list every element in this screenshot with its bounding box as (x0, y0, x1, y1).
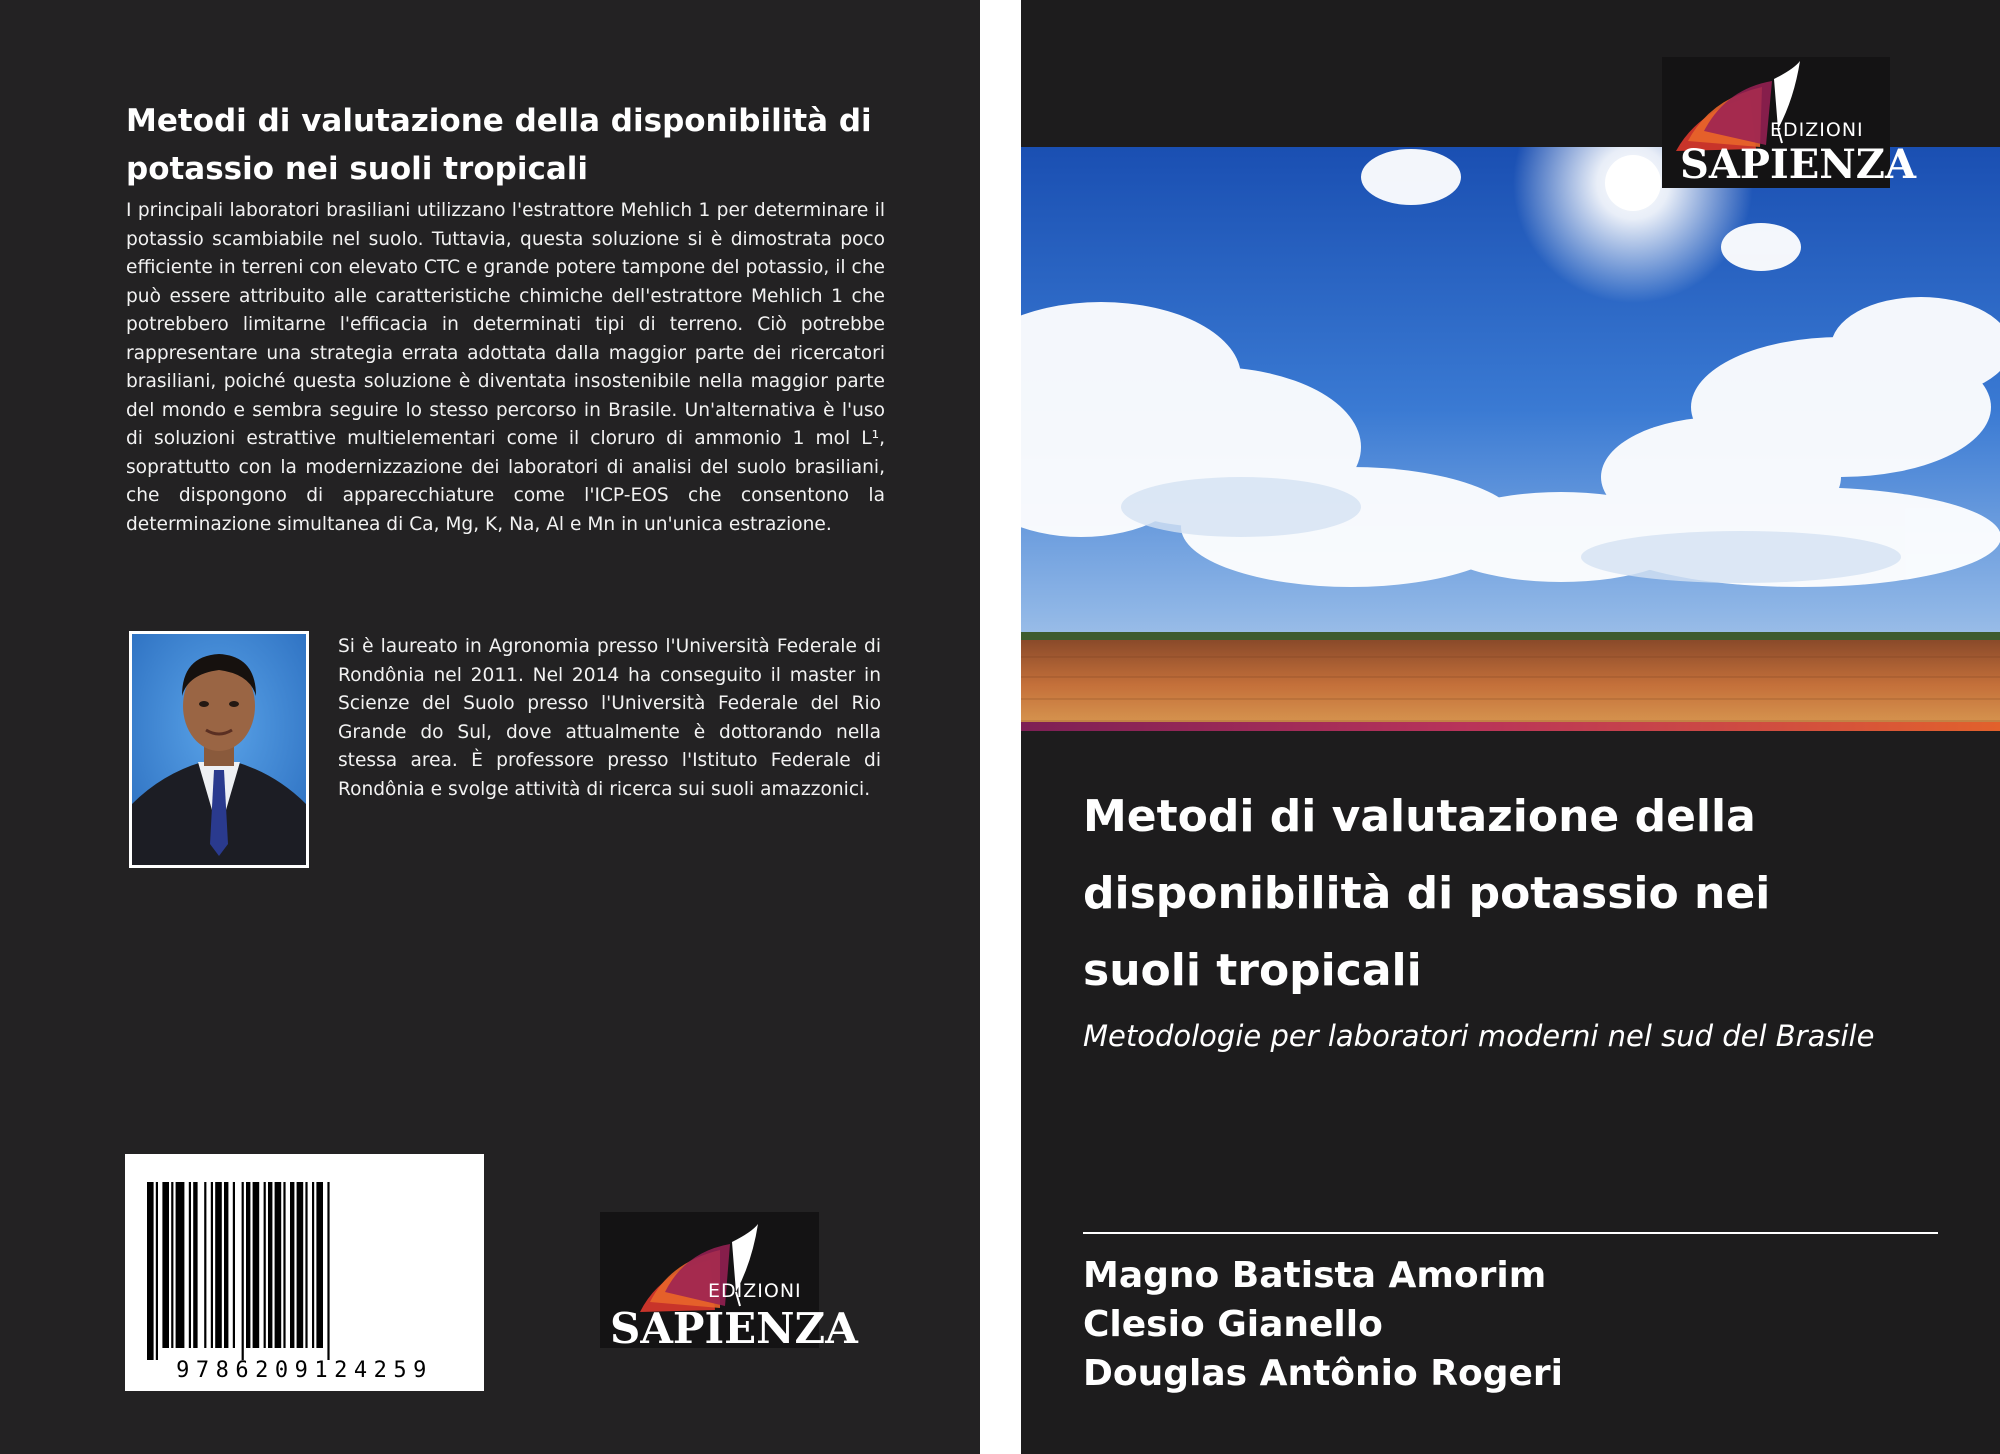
sky-field-illustration (1021, 147, 2000, 730)
barcode-bar (327, 1182, 329, 1360)
logo-name-text: SAPIENZA (610, 1304, 858, 1353)
barcode-bar (233, 1182, 235, 1348)
barcode-bar (162, 1182, 169, 1348)
barcode-bar (275, 1182, 282, 1348)
barcode-bar (189, 1182, 191, 1348)
title-line: suoli tropicali (1083, 945, 1422, 996)
barcode-bars (125, 1154, 484, 1391)
author-bio: Si è laureato in Agronomia presso l'Università Federale di Rondônia nel 2011. Nel 2014 ha conseguito il master in Scienze del Suolo presso l'Università Federale del Rio Grande do Sul, dove attualmente è dottorando nella stessa area. È professore presso l'Istituto Federale di Rondônia e svolge attività di ricerca sui suoli amazzonici. (338, 636, 881, 800)
barcode-bar (268, 1182, 272, 1348)
barcode-bar (264, 1182, 266, 1348)
barcode-bar (253, 1182, 260, 1348)
title-line: disponibilità di potassio nei (1083, 868, 1771, 919)
front-cover-title (1083, 778, 1963, 1009)
isbn-digits: 9786209124259 (176, 1358, 433, 1383)
accent-bar (1021, 722, 2000, 731)
barcode-bar (193, 1182, 197, 1348)
title-line: Metodi di valutazione della (1083, 791, 1756, 842)
barcode-bar (215, 1182, 222, 1348)
barcode-bar (305, 1182, 307, 1348)
logo-name-text: SAPIENZA (1680, 141, 1916, 188)
publisher-logo-front (1662, 57, 1916, 188)
barcode-bar (204, 1182, 206, 1348)
isbn-barcode (125, 1154, 484, 1391)
author-name: Douglas Antônio Rogeri (1083, 1353, 1564, 1394)
barcode-bar (283, 1182, 285, 1348)
barcode-bar (211, 1182, 213, 1348)
barcode-bar (316, 1182, 323, 1348)
barcode-bar (297, 1182, 304, 1348)
publisher-logo-back (600, 1212, 858, 1353)
barcode-bar (290, 1182, 294, 1348)
barcode-bar (246, 1182, 250, 1348)
barcode-bar (171, 1182, 173, 1348)
author-portrait-image (132, 634, 306, 865)
author-list (1083, 1251, 1963, 1398)
barcode-bar (176, 1182, 185, 1348)
front-cover-subtitle: Metodologie per laboratori moderni nel sud del Brasile (1083, 1019, 1875, 1053)
barcode-bar (312, 1182, 314, 1348)
barcode-bar (147, 1182, 154, 1360)
barcode-bar (224, 1182, 228, 1348)
logo-imprint-text: EDIZIONI (1770, 119, 1864, 141)
logo-imprint-text: EDIZIONI (708, 1280, 802, 1302)
back-cover-abstract: I principali laboratori brasiliani utilizzano l'estrattore Mehlich 1 per determinare il potassio scambiabile nel suolo. Tuttavia, questa soluzione si è dimostrata poco efficiente in terreni con elevato CTC e grande potere tampone del potassio, il che può essere attribuito alle caratteristiche chimiche dell'estrattore Mehlich 1 che potrebbero limitarne l'efficacia in determinati tipi di terreno. Ciò potrebbe rappresentare una strategia errata adottata dalla maggior parte dei ricercatori brasiliani, poiché questa soluzione è diventata insostenibile nella maggior parte del mondo e sembra seguire lo stesso percorso in Brasile. Un'alternativa è l'uso di soluzioni estrattive multielementari come il cloruro di ammonio 1 mol L¹, soprattutto con la modernizzazione dei laboratori di analisi del suolo brasiliani, che dispongono di apparecchiature come l'ICP-EOS che consentono la determinazione simultanea di Ca, Mg, K, Na, Al e Mn in un'unica estrazione. (126, 200, 885, 535)
barcode-bar (242, 1182, 244, 1360)
author-divider (1083, 1232, 1938, 1234)
author-name: Magno Batista Amorim (1083, 1255, 1547, 1296)
author-name: Clesio Gianello (1083, 1304, 1383, 1345)
back-cover-title: Metodi di valutazione della disponibilità di potassio nei suoli tropicali (126, 103, 872, 187)
barcode-bar (156, 1182, 158, 1360)
cover-landscape-image (1021, 147, 2000, 730)
author-photo (129, 631, 309, 868)
